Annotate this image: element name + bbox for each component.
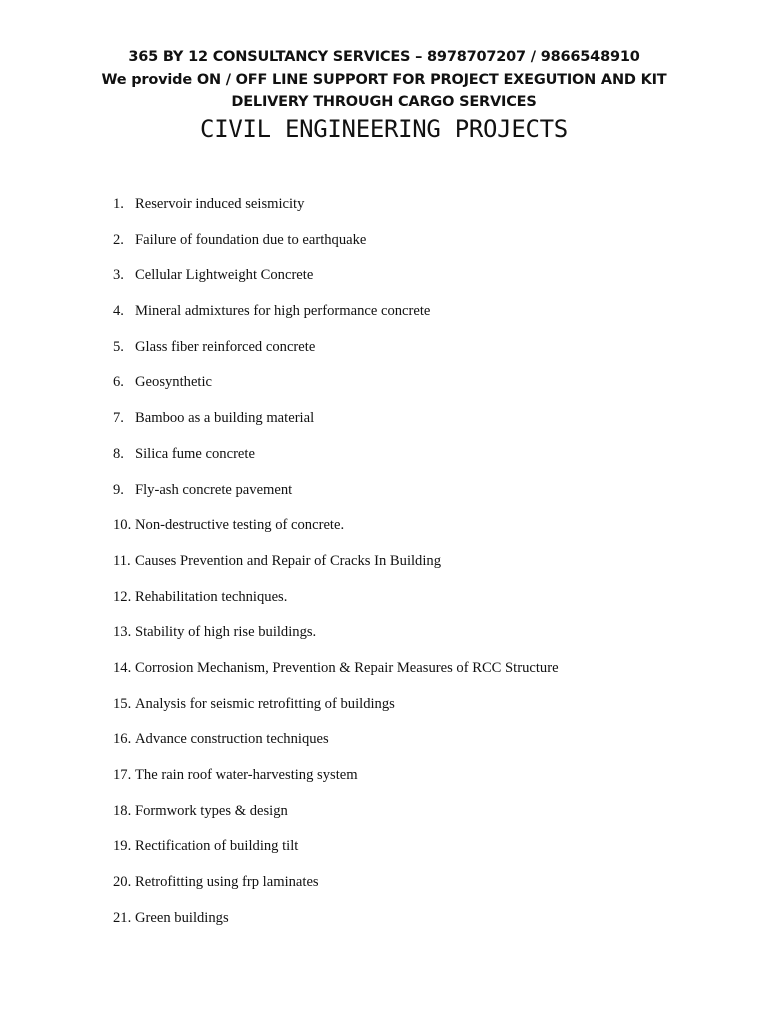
list-item-number: 6. [113,374,124,391]
list-item-text: Glass fiber reinforced concrete [135,338,316,355]
list-item-number: 2. [113,231,124,248]
list-item-number: 8. [113,445,124,462]
list-item-text: Green buildings [135,909,229,926]
list-item-number: 17. [113,767,132,783]
list-item-text: The rain roof water-harvesting system [135,767,358,783]
list-item-text: Fly-ash concrete pavement [135,481,293,498]
header-support-line: We provide ON / OFF LINE SUPPORT FOR PROJECT EXEGUTION AND KIT [101,71,667,88]
list-item-text: Formwork types & design [135,802,288,819]
list-item [113,229,733,265]
list-item [113,479,733,515]
list-item-number: 10. [113,517,132,534]
list-item [113,907,733,943]
page-header [0,46,768,114]
header-delivery-line: DELIVERY THROUGH CARGO SERVICES [231,94,537,110]
list-item-number: 4. [113,303,124,320]
list-item-number: 14. [113,659,132,676]
list-item-text: Geosynthetic [135,374,213,391]
list-item-number: 11. [113,552,131,569]
list-item [113,193,733,229]
list-item-number: 20. [113,874,132,891]
list-item [113,371,733,407]
list-item-number: 15. [113,695,132,712]
list-item-text: Rectification of building tilt [135,838,299,855]
list-item-text: Non-destructive testing of concrete. [135,517,345,534]
list-item [113,550,733,586]
list-item [113,728,733,764]
list-item [113,407,733,443]
header-contact-line: 365 BY 12 CONSULTANCY SERVICES – 8978707207 / 9866548910 [128,49,640,65]
list-item [113,871,733,907]
list-item [113,657,733,693]
list-item [113,586,733,622]
list-item-number: 9. [113,481,124,498]
list-item [113,764,733,800]
list-item [113,336,733,372]
list-item-text: Cellular Lightweight Concrete [135,267,314,284]
list-item-text: Silica fume concrete [135,445,255,462]
list-item-text: Stability of high rise buildings. [135,624,317,641]
page-title: CIVIL ENGINEERING PROJECTS [200,115,568,143]
list-item [113,443,733,479]
list-item-text: Causes Prevention and Repair of Cracks In Building [135,552,442,569]
list-item-number: 13. [113,624,132,641]
list-item [113,514,733,550]
list-item-number: 18. [113,802,132,819]
list-item-text: Failure of foundation due to earthquake [135,231,367,248]
list-item-number: 16. [113,731,132,748]
list-item-number: 7. [113,410,124,427]
list-item-text: Advance construction techniques [135,731,329,748]
list-item-number: 12. [113,588,132,605]
list-item-text: Mineral admixtures for high performance concrete [135,303,431,320]
list-item [113,800,733,836]
project-list [113,193,733,942]
list-item-text: Retrofitting using frp laminates [135,874,319,891]
list-item-number: 1. [113,196,124,212]
list-item [113,693,733,729]
list-item-number: 19. [113,838,132,855]
list-item-text: Corrosion Mechanism, Prevention & Repair Measures of RCC Structure [135,659,559,676]
list-item-number: 3. [113,267,124,284]
list-item-number: 21. [113,909,132,926]
list-item [113,621,733,657]
list-item [113,264,733,300]
list-item-number: 5. [113,338,124,355]
list-item [113,300,733,336]
list-item-text: Reservoir induced seismicity [135,196,305,212]
list-item-text: Analysis for seismic retrofitting of buildings [135,695,395,712]
list-item [113,835,733,871]
list-item-text: Rehabilitation techniques. [135,588,288,605]
list-item-text: Bamboo as a building material [135,410,315,427]
